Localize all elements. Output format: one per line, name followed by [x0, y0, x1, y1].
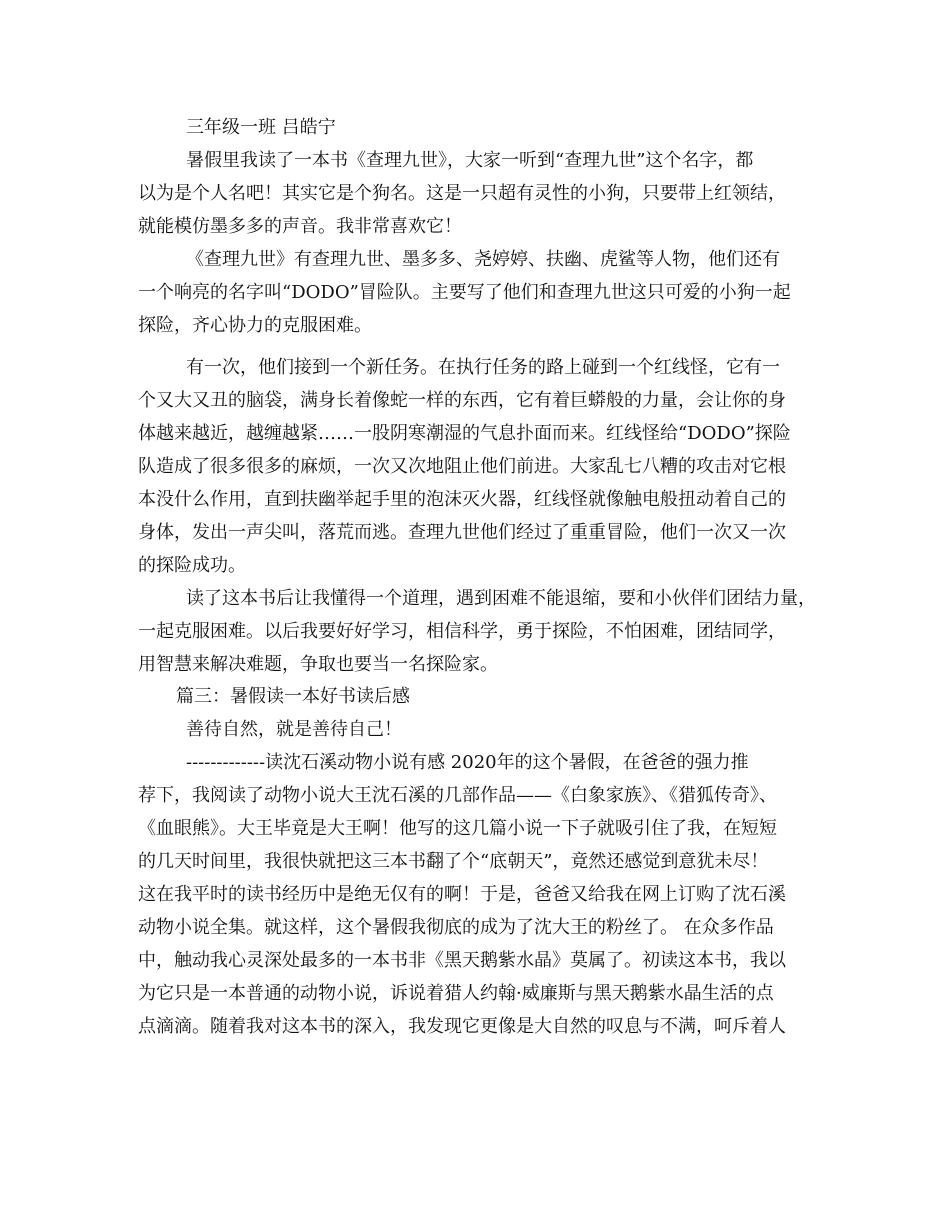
text-line: 一个响亮的名字叫“DODO”冒险队。主要写了他们和查理九世这只可爱的小狗一起: [138, 282, 791, 303]
text-line: 为它只是一本普通的动物小说，诉说着猎人约翰·威廉斯与黑天鹅紫水晶生活的点: [138, 983, 774, 1004]
text-line: 身体，发出一声尖叫，落荒而逃。查理九世他们经过了重重冒险，他们一次又一次: [138, 522, 786, 543]
paragraph-4: [138, 582, 823, 681]
paragraph-1: [138, 144, 823, 243]
text-line: 一起克服困难。以后我要好好学习，相信科学，勇于探险，不怕困难，团结同学，: [138, 621, 786, 642]
text-line: 动物小说全集。就这样，这个暑假我彻底的成为了沈大王的粉丝了。 在众多作品: [138, 917, 774, 938]
section-subtitle: 善待自然，就是善待自己！: [186, 719, 402, 740]
document-body: [138, 112, 823, 1043]
text-line: 《查理九世》有查理九世、墨多多、尧婷婷、扶幽、虎鲨等人物，他们还有: [186, 249, 780, 270]
text-line: 这在我平时的读书经历中是绝无仅有的啊！于是，爸爸又给我在网上订购了沈石溪: [138, 884, 786, 905]
text-line: 读了这本书后让我懂得一个道理，遇到困难不能退缩，要和小伙伴们团结力量，: [186, 588, 816, 609]
text-line: 体越来越近，越缠越紧……一股阴寒潮湿的气息扑面而来。红线怪给“DODO”探险: [138, 423, 791, 444]
text-line: 以为是个人名吧！其实它是个狗名。这是一只超有灵性的小狗，只要带上红领结，: [138, 183, 786, 204]
text-line: 《血眼熊》。大王毕竟是大王啊！他写的这几篇小说一下子就吸引住了我，在短短: [138, 818, 777, 839]
text-line: 点滴滴。随着我对这本书的深入，我发现它更像是大自然的叹息与不满，呵斥着人: [138, 1016, 786, 1037]
paragraph-2: [138, 243, 823, 342]
text-line: 个又大又丑的脑袋，满身长着像蛇一样的东西，它有着巨蟒般的力量，会让你的身: [138, 390, 786, 411]
text-line: -------------读沈石溪动物小说有感 2020年的这个暑假，在爸爸的强力推: [186, 752, 749, 773]
text-line: 中，触动我心灵深处最多的一本书非《黑天鹅紫水晶》莫属了。初读这本书，我以: [138, 950, 786, 971]
text-line: 有一次，他们接到一个新任务。在执行任务的路上碰到一个红线怪，它有一: [186, 357, 780, 378]
text-line: 用智慧来解决难题，争取也要当一名探险家。: [138, 654, 498, 675]
text-line: 的探险成功。: [138, 555, 246, 576]
text-line: 队造成了很多很多的麻烦，一次又次地阻止他们前进。大家乱七八糟的攻击对它根: [138, 456, 786, 477]
section-heading: 篇三：暑假读一本好书读后感: [176, 686, 410, 707]
text-line: 的几天时间里，我很快就把这三本书翻了个“底朝天”，竟然还感觉到意犹未尽！: [138, 851, 769, 872]
text-line: 探险，齐心协力的克服困难。: [138, 315, 372, 336]
author-line: 三年级一班 吕皓宁: [186, 117, 336, 138]
text-line: 就能模仿墨多多的声音。我非常喜欢它！: [138, 216, 462, 237]
text-line: 本没什么作用，直到扶幽举起手里的泡沫灭火器，红线怪就像触电般扭动着自己的: [138, 489, 786, 510]
text-line: 荐下，我阅读了动物小说大王沈石溪的几部作品——《白象家族》、《猎狐传奇》、: [138, 785, 777, 806]
paragraph-3: [138, 351, 823, 582]
section-body: [138, 746, 823, 1043]
text-line: 暑假里我读了一本书《查理九世》，大家一听到“查理九世”这个名字，都: [186, 150, 754, 171]
